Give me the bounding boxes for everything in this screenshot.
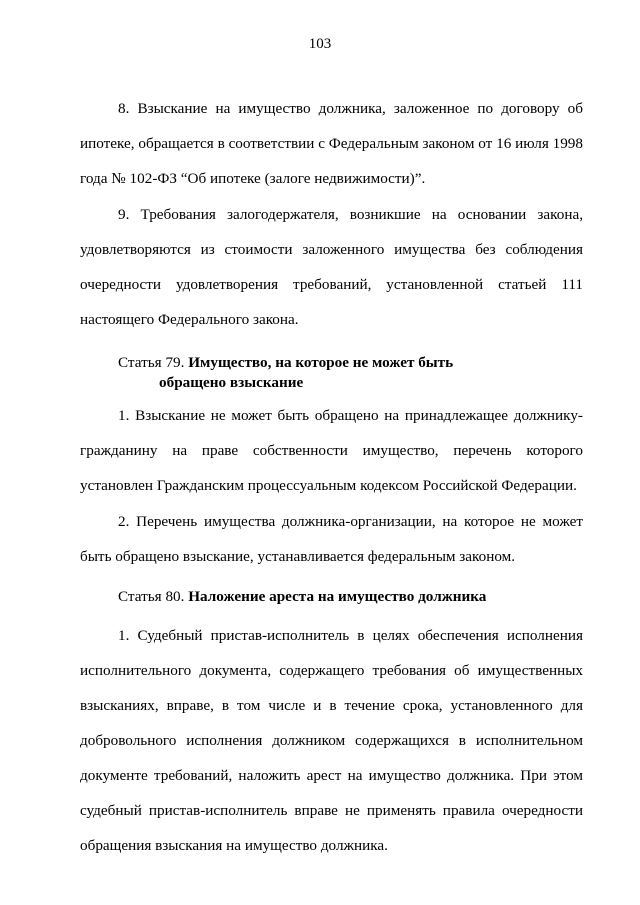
text-line: документе требований, наложить арест на имущество должника. При этом <box>80 767 583 784</box>
article-80-heading <box>118 587 486 607</box>
text-line: 8. Взыскание на имущество должника, заложенное по договору об <box>118 100 583 117</box>
paragraph-8 <box>80 91 583 196</box>
text-line: быть обращено взыскание, устанавливается федеральным законом. <box>80 548 516 565</box>
text-line: очередности удовлетворения требований, установленной статьей 111 <box>80 276 583 293</box>
text-line: взысканиях, вправе, в том числе и в течение срока, установленного для <box>80 697 583 714</box>
article-79-paragraph-1 <box>80 398 583 503</box>
text-line: года № 102-ФЗ “Об ипотеке (залоге недвижимости)”. <box>80 170 426 187</box>
article-title: Имущество, на которое не может быть <box>188 354 454 371</box>
article-label: Статья 79. <box>118 354 185 371</box>
text-line: 1. Взыскание не может быть обращено на принадлежащее должнику- <box>118 407 583 424</box>
article-title: Наложение ареста на имущество должника <box>188 588 487 605</box>
article-title: обращено взыскание <box>159 374 304 391</box>
page-number: 103 <box>308 36 332 52</box>
article-79-paragraph-2 <box>80 504 583 574</box>
article-79-heading <box>118 353 453 393</box>
text-line: обращения взыскания на имущество должника. <box>80 837 388 854</box>
text-line: 1. Судебный пристав-исполнитель в целях обеспечения исполнения <box>118 627 583 644</box>
text-line: исполнительного документа, содержащего требования об имущественных <box>80 662 583 679</box>
text-line: ипотеке, обращается в соответствии с Федеральным законом от 16 июля 1998 <box>80 135 583 152</box>
text-line: 2. Перечень имущества должника-организации, на которое не может <box>118 513 583 530</box>
text-line: добровольного исполнения должником содержащихся в исполнительном <box>80 732 583 749</box>
article-label: Статья 80. <box>118 588 185 605</box>
text-line: гражданину на праве собственности имущество, перечень которого <box>80 442 583 459</box>
text-line: удовлетворяются из стоимости заложенного имущества без соблюдения <box>80 241 583 258</box>
paragraph-9 <box>80 197 583 337</box>
text-line: 9. Требования залогодержателя, возникшие на основании закона, <box>118 206 583 223</box>
article-80-paragraph-1 <box>80 618 583 863</box>
text-line: настоящего Федерального закона. <box>80 311 299 328</box>
text-line: установлен Гражданским процессуальным кодексом Российской Федерации. <box>80 477 577 494</box>
text-line: судебный пристав-исполнитель вправе не применять правила очередности <box>80 802 583 819</box>
